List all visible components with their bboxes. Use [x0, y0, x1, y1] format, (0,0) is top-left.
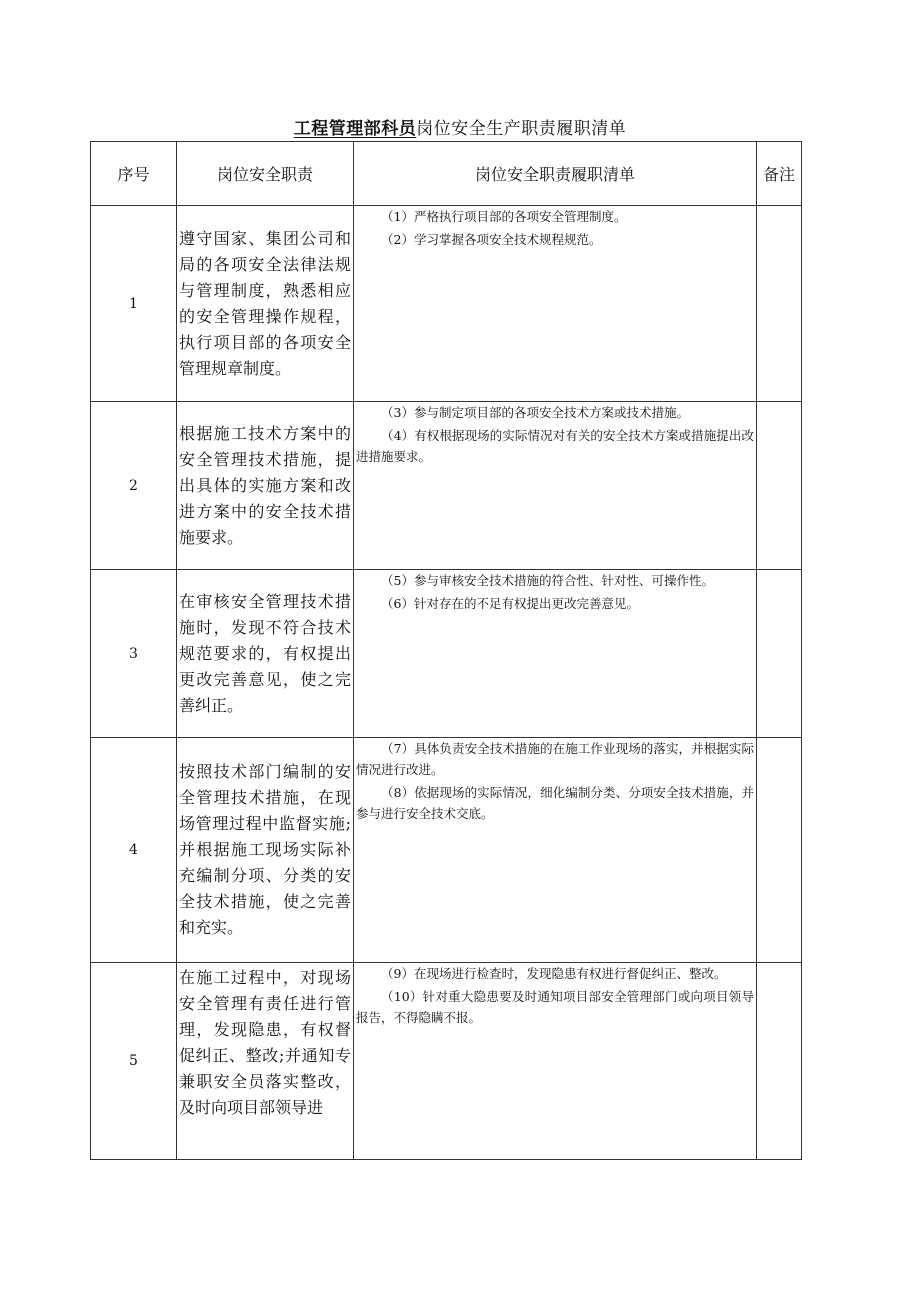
list-item: （8）依据现场的实际情况，细化编制分类、分项安全技术措施，并参与进行安全技术交底。 [356, 785, 754, 821]
title-unit: 工程管理部科员 [293, 119, 417, 139]
table-row [91, 570, 802, 738]
row-seq: 4 [91, 738, 177, 963]
list-item: （1）严格执行项目部的各项安全管理制度。 [381, 209, 627, 224]
row-list [354, 963, 757, 1160]
list-item: （6）针对存在的不足有权提出更改完善意见。 [381, 596, 639, 611]
document-title [90, 116, 830, 142]
list-item: （9）在现场进行检查时，发现隐患有权进行督促纠正、整改。 [381, 966, 727, 981]
row-note [757, 402, 802, 570]
header-seq: 序号 [91, 142, 177, 206]
row-duty: 在审核安全管理技术措施时，发现不符合技术规范要求的，有权提出更改完善意见，使之完善纠正。 [177, 570, 354, 738]
header-note: 备注 [757, 142, 802, 206]
list-item: （4）有权根据现场的实际情况对有关的安全技术方案或措施提出改进措施要求。 [356, 428, 754, 464]
row-note [757, 206, 802, 402]
list-item: （5）参与审核安全技术措施的符合性、针对性、可操作性。 [381, 573, 714, 588]
row-seq: 2 [91, 402, 177, 570]
row-duty: 遵守国家、集团公司和局的各项安全法律法规与管理制度，熟悉相应的安全管理操作规程，执行项目部的各项安全管理规章制度。 [177, 206, 354, 402]
row-seq: 5 [91, 963, 177, 1160]
row-seq: 1 [91, 206, 177, 402]
row-duty: 根据施工技术方案中的安全管理技术措施，提出具体的实施方案和改进方案中的安全技术措施要求。 [177, 402, 354, 570]
header-row [91, 142, 802, 206]
table-row [91, 738, 802, 963]
row-list [354, 738, 757, 963]
row-seq: 3 [91, 570, 177, 738]
header-duty: 岗位安全职责 [177, 142, 354, 206]
list-item: （3）参与制定项目部的各项安全技术方案或技术措施。 [381, 405, 689, 420]
table-row [91, 206, 802, 402]
row-duty: 在施工过程中，对现场安全管理有责任进行管理，发现隐患，有权督促纠正、整改;并通知专兼职安全员落实整改，及时向项目部领导进 [177, 963, 354, 1160]
row-list [354, 206, 757, 402]
table-row [91, 963, 802, 1160]
row-note [757, 570, 802, 738]
row-note [757, 738, 802, 963]
row-duty: 按照技术部门编制的安全管理技术措施，在现场管理过程中监督实施;并根据施工现场实际补充编制分项、分类的安全技术措施，使之完善和充实。 [177, 738, 354, 963]
row-list [354, 570, 757, 738]
row-list [354, 402, 757, 570]
list-item: （2）学习掌握各项安全技术规程规范。 [381, 232, 602, 247]
title-rest: 岗位安全生产职责履职清单 [416, 119, 627, 139]
header-list: 岗位安全职责履职清单 [354, 142, 757, 206]
list-item: （7）具体负责安全技术措施的在施工作业现场的落实，并根据实际情况进行改进。 [356, 741, 754, 777]
duty-table [90, 141, 802, 1160]
row-note [757, 963, 802, 1160]
list-item: （10）针对重大隐患要及时通知项目部安全管理部门或向项目领导报告，不得隐瞒不报。 [356, 989, 754, 1025]
table-row [91, 402, 802, 570]
